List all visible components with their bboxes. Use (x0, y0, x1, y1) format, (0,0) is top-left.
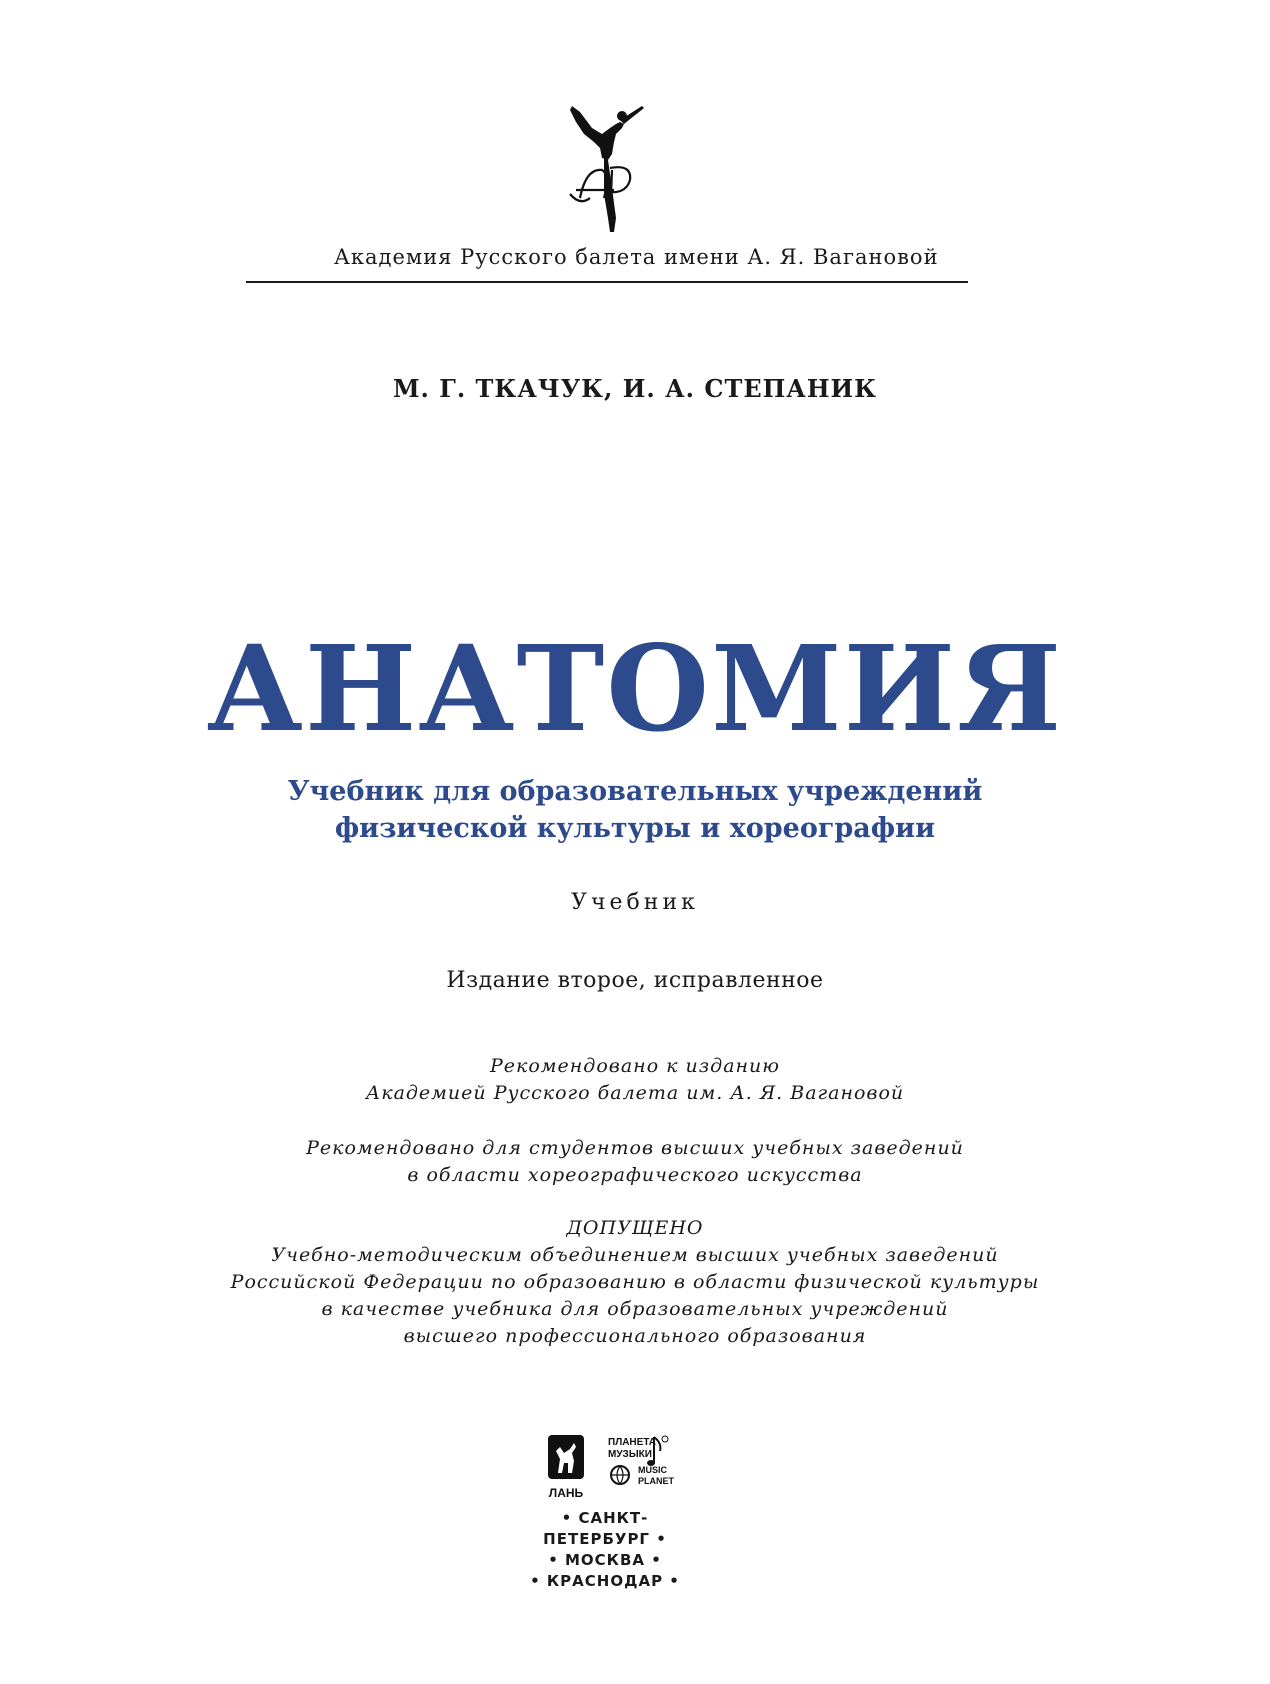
approval-line: Учебно-методическим объединением высших учебных заведений (271, 1244, 999, 1266)
approval-line: высшего профессионального образования (403, 1325, 867, 1347)
recommendation-line: Академией Русского балета им. А. Я. Вагановой (365, 1082, 905, 1104)
music-label-en-2: PLANET (638, 1476, 674, 1486)
planet-music-logo-icon (608, 1436, 675, 1486)
city: • КРАСНОДАР • (530, 1572, 680, 1590)
edition: Издание второе, исправленное (446, 968, 824, 993)
approval-line: Российской Федерации по образованию в области физической культуры (230, 1271, 1040, 1293)
publisher-cities (510, 1508, 700, 1592)
recommendation-line: Рекомендовано к изданию (489, 1055, 781, 1077)
subtitle-line: Учебник для образовательных учреждений (287, 776, 983, 807)
lan-label: ЛАНЬ (548, 1486, 584, 1500)
recommendation-line: Рекомендовано для студентов высших учебных заведений (306, 1137, 964, 1159)
recommendation-block (0, 1053, 1270, 1107)
header-divider (246, 281, 968, 283)
approval-line: в качестве учебника для образовательных учреждений (321, 1298, 949, 1320)
music-label-en-1: MUSIC (638, 1465, 667, 1475)
book-title: АНАТОМИЯ (206, 619, 1064, 758)
approval-heading: ДОПУЩЕНО (566, 1217, 704, 1239)
recommendation-line: в области хореографического искусства (407, 1164, 863, 1186)
authors: М. Г. ТКАЧУК, И. А. СТЕПАНИК (392, 374, 878, 403)
book-subtitle (0, 773, 1270, 847)
academy-name: Академия Русского балета имени А. Я. Вагановой (334, 245, 939, 269)
publisher-logos (548, 1433, 728, 1508)
recommendation-block (0, 1135, 1270, 1189)
music-label-ru-2: МУЗЫКИ (608, 1449, 652, 1460)
city: • МОСКВА • (548, 1551, 662, 1569)
city: • САНКТ-ПЕТЕРБУРГ • (543, 1509, 667, 1548)
subtitle-line: физической культуры и хореографии (334, 813, 936, 844)
music-label-ru-1: ПЛАНЕТА (608, 1437, 657, 1448)
ballerina-ap-monogram-icon (550, 98, 660, 238)
book-type: Учебник (571, 890, 699, 915)
lan-deer-logo-icon (548, 1435, 584, 1500)
approval-block (0, 1215, 1270, 1350)
